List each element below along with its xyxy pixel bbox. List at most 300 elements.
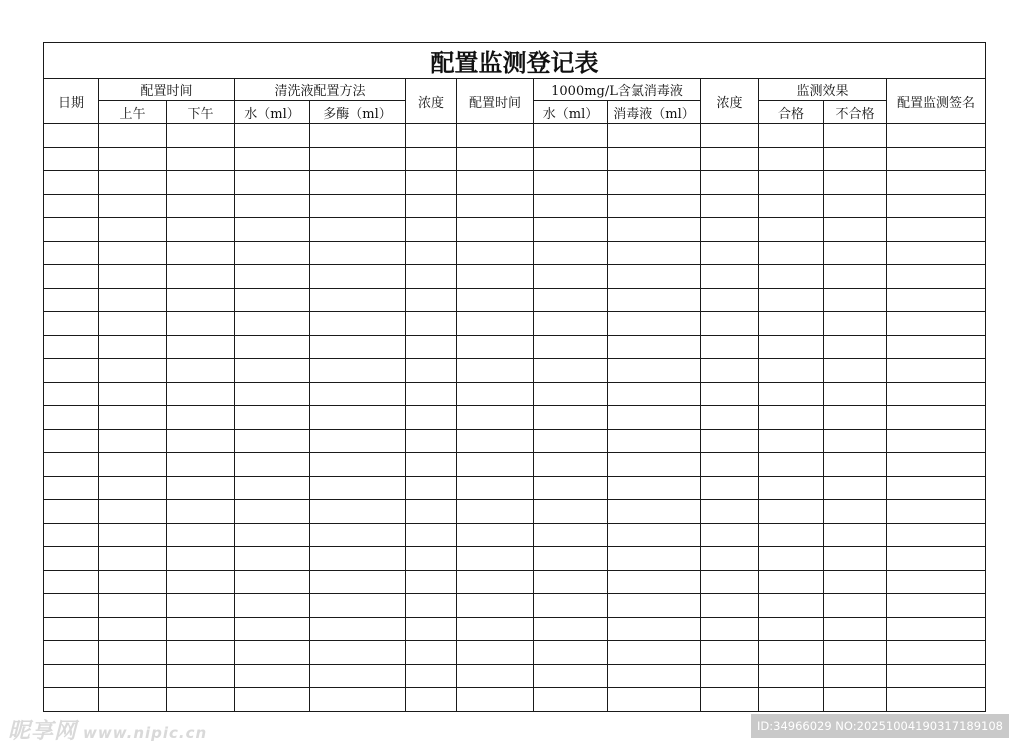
- table-cell[interactable]: [534, 664, 608, 688]
- table-cell[interactable]: [235, 688, 310, 712]
- table-cell[interactable]: [608, 429, 701, 453]
- table-cell[interactable]: [457, 218, 534, 242]
- table-cell[interactable]: [44, 570, 99, 594]
- table-cell[interactable]: [235, 288, 310, 312]
- table-cell[interactable]: [167, 500, 235, 524]
- table-cell[interactable]: [534, 265, 608, 289]
- table-cell[interactable]: [235, 641, 310, 665]
- table-cell[interactable]: [608, 265, 701, 289]
- table-cell[interactable]: [534, 124, 608, 148]
- table-cell[interactable]: [824, 312, 887, 336]
- table-cell[interactable]: [887, 500, 986, 524]
- table-cell[interactable]: [235, 664, 310, 688]
- table-cell[interactable]: [824, 335, 887, 359]
- table-cell[interactable]: [759, 218, 824, 242]
- table-cell[interactable]: [310, 288, 406, 312]
- table-cell[interactable]: [99, 406, 167, 430]
- table-cell[interactable]: [824, 194, 887, 218]
- table-cell[interactable]: [167, 547, 235, 571]
- table-cell[interactable]: [887, 688, 986, 712]
- table-cell[interactable]: [44, 453, 99, 477]
- table-cell[interactable]: [701, 688, 759, 712]
- table-cell[interactable]: [759, 265, 824, 289]
- table-cell[interactable]: [701, 641, 759, 665]
- table-cell[interactable]: [759, 194, 824, 218]
- table-cell[interactable]: [824, 218, 887, 242]
- table-cell[interactable]: [310, 523, 406, 547]
- table-cell[interactable]: [534, 288, 608, 312]
- table-cell[interactable]: [457, 241, 534, 265]
- table-cell[interactable]: [167, 265, 235, 289]
- table-cell[interactable]: [534, 594, 608, 618]
- table-cell[interactable]: [887, 335, 986, 359]
- table-cell[interactable]: [824, 523, 887, 547]
- table-cell[interactable]: [235, 359, 310, 383]
- table-cell[interactable]: [457, 688, 534, 712]
- table-cell[interactable]: [457, 500, 534, 524]
- table-cell[interactable]: [759, 171, 824, 195]
- table-cell[interactable]: [406, 171, 457, 195]
- table-cell[interactable]: [534, 147, 608, 171]
- table-cell[interactable]: [608, 547, 701, 571]
- table-cell[interactable]: [534, 523, 608, 547]
- table-cell[interactable]: [887, 359, 986, 383]
- table-cell[interactable]: [534, 570, 608, 594]
- table-cell[interactable]: [887, 241, 986, 265]
- table-cell[interactable]: [824, 500, 887, 524]
- table-cell[interactable]: [406, 594, 457, 618]
- table-cell[interactable]: [608, 124, 701, 148]
- table-cell[interactable]: [310, 147, 406, 171]
- table-cell[interactable]: [759, 547, 824, 571]
- table-cell[interactable]: [406, 547, 457, 571]
- table-cell[interactable]: [534, 476, 608, 500]
- table-cell[interactable]: [99, 617, 167, 641]
- table-cell[interactable]: [406, 382, 457, 406]
- table-cell[interactable]: [457, 335, 534, 359]
- table-cell[interactable]: [608, 453, 701, 477]
- table-cell[interactable]: [310, 124, 406, 148]
- table-cell[interactable]: [167, 147, 235, 171]
- table-cell[interactable]: [406, 312, 457, 336]
- table-cell[interactable]: [235, 476, 310, 500]
- table-cell[interactable]: [167, 124, 235, 148]
- table-cell[interactable]: [759, 288, 824, 312]
- table-cell[interactable]: [608, 171, 701, 195]
- table-cell[interactable]: [608, 641, 701, 665]
- table-cell[interactable]: [608, 241, 701, 265]
- table-cell[interactable]: [406, 429, 457, 453]
- table-cell[interactable]: [701, 241, 759, 265]
- table-cell[interactable]: [534, 241, 608, 265]
- table-cell[interactable]: [887, 429, 986, 453]
- table-cell[interactable]: [824, 453, 887, 477]
- table-cell[interactable]: [457, 664, 534, 688]
- table-cell[interactable]: [457, 124, 534, 148]
- table-cell[interactable]: [759, 241, 824, 265]
- table-cell[interactable]: [99, 241, 167, 265]
- table-cell[interactable]: [44, 617, 99, 641]
- table-cell[interactable]: [235, 382, 310, 406]
- table-cell[interactable]: [534, 359, 608, 383]
- table-cell[interactable]: [44, 476, 99, 500]
- table-cell[interactable]: [887, 453, 986, 477]
- table-cell[interactable]: [701, 265, 759, 289]
- table-cell[interactable]: [235, 124, 310, 148]
- table-cell[interactable]: [887, 617, 986, 641]
- table-cell[interactable]: [457, 594, 534, 618]
- table-cell[interactable]: [310, 664, 406, 688]
- table-cell[interactable]: [887, 406, 986, 430]
- table-cell[interactable]: [701, 171, 759, 195]
- table-cell[interactable]: [759, 500, 824, 524]
- table-cell[interactable]: [759, 688, 824, 712]
- table-cell[interactable]: [235, 429, 310, 453]
- table-cell[interactable]: [235, 241, 310, 265]
- table-cell[interactable]: [457, 641, 534, 665]
- table-cell[interactable]: [406, 288, 457, 312]
- table-cell[interactable]: [167, 312, 235, 336]
- table-cell[interactable]: [310, 194, 406, 218]
- table-cell[interactable]: [759, 594, 824, 618]
- table-cell[interactable]: [99, 194, 167, 218]
- table-cell[interactable]: [167, 335, 235, 359]
- table-cell[interactable]: [824, 617, 887, 641]
- table-cell[interactable]: [759, 147, 824, 171]
- table-cell[interactable]: [608, 312, 701, 336]
- table-cell[interactable]: [406, 453, 457, 477]
- table-cell[interactable]: [824, 547, 887, 571]
- table-cell[interactable]: [457, 147, 534, 171]
- table-cell[interactable]: [167, 359, 235, 383]
- table-cell[interactable]: [44, 218, 99, 242]
- table-cell[interactable]: [310, 641, 406, 665]
- table-cell[interactable]: [99, 523, 167, 547]
- table-cell[interactable]: [887, 147, 986, 171]
- table-cell[interactable]: [44, 500, 99, 524]
- table-cell[interactable]: [44, 147, 99, 171]
- table-cell[interactable]: [235, 147, 310, 171]
- table-cell[interactable]: [608, 523, 701, 547]
- table-cell[interactable]: [701, 453, 759, 477]
- table-cell[interactable]: [310, 500, 406, 524]
- table-cell[interactable]: [701, 147, 759, 171]
- table-cell[interactable]: [887, 570, 986, 594]
- table-cell[interactable]: [406, 359, 457, 383]
- table-cell[interactable]: [310, 476, 406, 500]
- table-cell[interactable]: [759, 453, 824, 477]
- table-cell[interactable]: [44, 241, 99, 265]
- table-cell[interactable]: [406, 476, 457, 500]
- table-cell[interactable]: [759, 312, 824, 336]
- table-cell[interactable]: [887, 194, 986, 218]
- table-cell[interactable]: [167, 288, 235, 312]
- table-cell[interactable]: [99, 147, 167, 171]
- table-cell[interactable]: [759, 382, 824, 406]
- table-cell[interactable]: [824, 688, 887, 712]
- table-cell[interactable]: [824, 570, 887, 594]
- table-cell[interactable]: [406, 641, 457, 665]
- table-cell[interactable]: [701, 382, 759, 406]
- table-cell[interactable]: [235, 594, 310, 618]
- table-cell[interactable]: [235, 312, 310, 336]
- table-cell[interactable]: [824, 664, 887, 688]
- table-cell[interactable]: [44, 359, 99, 383]
- table-cell[interactable]: [824, 406, 887, 430]
- table-cell[interactable]: [167, 194, 235, 218]
- table-cell[interactable]: [701, 359, 759, 383]
- table-cell[interactable]: [701, 570, 759, 594]
- table-cell[interactable]: [824, 171, 887, 195]
- table-cell[interactable]: [167, 218, 235, 242]
- table-cell[interactable]: [167, 429, 235, 453]
- table-cell[interactable]: [310, 547, 406, 571]
- table-cell[interactable]: [608, 194, 701, 218]
- table-cell[interactable]: [701, 476, 759, 500]
- table-cell[interactable]: [701, 594, 759, 618]
- table-cell[interactable]: [887, 523, 986, 547]
- table-cell[interactable]: [310, 241, 406, 265]
- table-cell[interactable]: [608, 335, 701, 359]
- table-cell[interactable]: [701, 288, 759, 312]
- table-cell[interactable]: [457, 288, 534, 312]
- table-cell[interactable]: [887, 641, 986, 665]
- table-cell[interactable]: [310, 406, 406, 430]
- table-cell[interactable]: [99, 429, 167, 453]
- table-cell[interactable]: [99, 312, 167, 336]
- table-cell[interactable]: [310, 382, 406, 406]
- table-cell[interactable]: [887, 312, 986, 336]
- table-cell[interactable]: [235, 523, 310, 547]
- table-cell[interactable]: [824, 594, 887, 618]
- table-cell[interactable]: [406, 617, 457, 641]
- table-cell[interactable]: [406, 406, 457, 430]
- table-cell[interactable]: [44, 265, 99, 289]
- table-cell[interactable]: [310, 429, 406, 453]
- table-cell[interactable]: [44, 406, 99, 430]
- table-cell[interactable]: [534, 312, 608, 336]
- table-cell[interactable]: [759, 641, 824, 665]
- table-cell[interactable]: [167, 171, 235, 195]
- table-cell[interactable]: [457, 265, 534, 289]
- table-cell[interactable]: [167, 617, 235, 641]
- table-cell[interactable]: [759, 124, 824, 148]
- table-cell[interactable]: [235, 265, 310, 289]
- table-cell[interactable]: [310, 617, 406, 641]
- table-cell[interactable]: [310, 594, 406, 618]
- table-cell[interactable]: [457, 194, 534, 218]
- table-cell[interactable]: [457, 359, 534, 383]
- table-cell[interactable]: [759, 476, 824, 500]
- table-cell[interactable]: [608, 500, 701, 524]
- table-cell[interactable]: [406, 688, 457, 712]
- table-cell[interactable]: [44, 594, 99, 618]
- table-cell[interactable]: [167, 688, 235, 712]
- table-cell[interactable]: [701, 312, 759, 336]
- table-cell[interactable]: [406, 194, 457, 218]
- table-cell[interactable]: [99, 382, 167, 406]
- table-cell[interactable]: [701, 664, 759, 688]
- table-cell[interactable]: [534, 453, 608, 477]
- table-cell[interactable]: [167, 594, 235, 618]
- table-cell[interactable]: [887, 124, 986, 148]
- table-cell[interactable]: [167, 406, 235, 430]
- table-cell[interactable]: [235, 570, 310, 594]
- table-cell[interactable]: [99, 124, 167, 148]
- table-cell[interactable]: [759, 664, 824, 688]
- table-cell[interactable]: [701, 335, 759, 359]
- table-cell[interactable]: [608, 406, 701, 430]
- table-cell[interactable]: [44, 288, 99, 312]
- table-cell[interactable]: [534, 194, 608, 218]
- table-cell[interactable]: [608, 476, 701, 500]
- table-cell[interactable]: [44, 171, 99, 195]
- table-cell[interactable]: [167, 241, 235, 265]
- table-cell[interactable]: [310, 688, 406, 712]
- table-cell[interactable]: [608, 288, 701, 312]
- table-cell[interactable]: [534, 382, 608, 406]
- table-cell[interactable]: [99, 547, 167, 571]
- table-cell[interactable]: [99, 476, 167, 500]
- table-cell[interactable]: [235, 453, 310, 477]
- table-cell[interactable]: [99, 688, 167, 712]
- table-cell[interactable]: [457, 429, 534, 453]
- table-cell[interactable]: [235, 218, 310, 242]
- table-cell[interactable]: [310, 335, 406, 359]
- table-cell[interactable]: [701, 523, 759, 547]
- table-cell[interactable]: [44, 335, 99, 359]
- table-cell[interactable]: [310, 218, 406, 242]
- table-cell[interactable]: [406, 147, 457, 171]
- table-cell[interactable]: [824, 147, 887, 171]
- table-cell[interactable]: [887, 547, 986, 571]
- table-cell[interactable]: [759, 429, 824, 453]
- table-cell[interactable]: [99, 359, 167, 383]
- table-cell[interactable]: [457, 171, 534, 195]
- table-cell[interactable]: [887, 382, 986, 406]
- table-cell[interactable]: [44, 547, 99, 571]
- table-cell[interactable]: [235, 194, 310, 218]
- table-cell[interactable]: [534, 641, 608, 665]
- table-cell[interactable]: [608, 617, 701, 641]
- table-cell[interactable]: [44, 124, 99, 148]
- table-cell[interactable]: [824, 429, 887, 453]
- table-cell[interactable]: [701, 406, 759, 430]
- table-cell[interactable]: [608, 570, 701, 594]
- table-cell[interactable]: [406, 335, 457, 359]
- table-cell[interactable]: [457, 523, 534, 547]
- table-cell[interactable]: [99, 641, 167, 665]
- table-cell[interactable]: [457, 570, 534, 594]
- table-cell[interactable]: [310, 359, 406, 383]
- table-cell[interactable]: [759, 406, 824, 430]
- table-cell[interactable]: [457, 617, 534, 641]
- table-cell[interactable]: [235, 500, 310, 524]
- table-cell[interactable]: [534, 171, 608, 195]
- table-cell[interactable]: [534, 218, 608, 242]
- table-cell[interactable]: [167, 641, 235, 665]
- table-cell[interactable]: [887, 288, 986, 312]
- table-cell[interactable]: [534, 429, 608, 453]
- table-cell[interactable]: [406, 523, 457, 547]
- table-cell[interactable]: [99, 335, 167, 359]
- table-cell[interactable]: [44, 194, 99, 218]
- table-cell[interactable]: [534, 406, 608, 430]
- table-cell[interactable]: [887, 218, 986, 242]
- table-cell[interactable]: [235, 406, 310, 430]
- table-cell[interactable]: [701, 124, 759, 148]
- table-cell[interactable]: [701, 500, 759, 524]
- table-cell[interactable]: [406, 570, 457, 594]
- table-cell[interactable]: [457, 382, 534, 406]
- table-cell[interactable]: [44, 382, 99, 406]
- table-cell[interactable]: [701, 617, 759, 641]
- table-cell[interactable]: [167, 570, 235, 594]
- table-cell[interactable]: [824, 641, 887, 665]
- table-cell[interactable]: [887, 265, 986, 289]
- table-cell[interactable]: [608, 594, 701, 618]
- table-cell[interactable]: [608, 382, 701, 406]
- table-cell[interactable]: [759, 359, 824, 383]
- table-cell[interactable]: [44, 664, 99, 688]
- table-cell[interactable]: [99, 171, 167, 195]
- table-cell[interactable]: [235, 171, 310, 195]
- table-cell[interactable]: [310, 265, 406, 289]
- table-cell[interactable]: [99, 288, 167, 312]
- table-cell[interactable]: [534, 500, 608, 524]
- table-cell[interactable]: [99, 664, 167, 688]
- table-cell[interactable]: [534, 617, 608, 641]
- table-cell[interactable]: [99, 218, 167, 242]
- table-cell[interactable]: [759, 523, 824, 547]
- table-cell[interactable]: [406, 664, 457, 688]
- table-cell[interactable]: [608, 218, 701, 242]
- table-cell[interactable]: [608, 688, 701, 712]
- table-cell[interactable]: [701, 218, 759, 242]
- table-cell[interactable]: [406, 500, 457, 524]
- table-cell[interactable]: [235, 617, 310, 641]
- table-cell[interactable]: [99, 453, 167, 477]
- table-cell[interactable]: [824, 382, 887, 406]
- table-cell[interactable]: [701, 194, 759, 218]
- table-cell[interactable]: [310, 312, 406, 336]
- table-cell[interactable]: [887, 594, 986, 618]
- table-cell[interactable]: [406, 218, 457, 242]
- table-cell[interactable]: [457, 476, 534, 500]
- table-cell[interactable]: [887, 171, 986, 195]
- table-cell[interactable]: [167, 476, 235, 500]
- table-cell[interactable]: [608, 147, 701, 171]
- table-cell[interactable]: [457, 406, 534, 430]
- table-cell[interactable]: [534, 547, 608, 571]
- table-cell[interactable]: [824, 476, 887, 500]
- table-cell[interactable]: [167, 453, 235, 477]
- table-cell[interactable]: [759, 570, 824, 594]
- table-cell[interactable]: [534, 335, 608, 359]
- table-cell[interactable]: [406, 241, 457, 265]
- table-cell[interactable]: [99, 500, 167, 524]
- table-cell[interactable]: [167, 523, 235, 547]
- table-cell[interactable]: [759, 335, 824, 359]
- table-cell[interactable]: [887, 476, 986, 500]
- table-cell[interactable]: [44, 523, 99, 547]
- table-cell[interactable]: [310, 570, 406, 594]
- table-cell[interactable]: [887, 664, 986, 688]
- table-cell[interactable]: [824, 241, 887, 265]
- table-cell[interactable]: [167, 382, 235, 406]
- table-cell[interactable]: [457, 547, 534, 571]
- table-cell[interactable]: [406, 124, 457, 148]
